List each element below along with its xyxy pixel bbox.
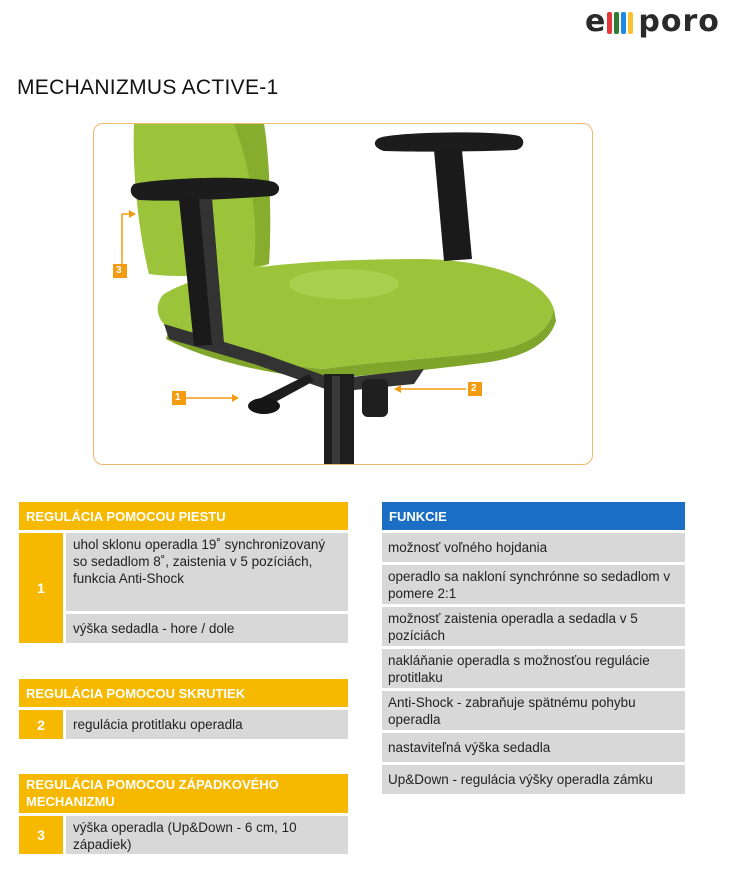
skrutiek-header: REGULÁCIA POMOCOU SKRUTIEK <box>19 679 348 707</box>
zapadka-header: REGULÁCIA POMOCOU ZÁPADKOVÉHO MECHANIZMU <box>19 774 348 813</box>
logo-text-left: e <box>585 4 607 39</box>
callout-1: 1 <box>175 392 181 403</box>
funkcie-item: Anti-Shock - zabraňuje spätnému pohybu operadla <box>382 691 685 730</box>
zapadka-number: 3 <box>19 816 63 854</box>
callout-2: 2 <box>471 383 477 394</box>
piest-row-1: uhol sklonu operadla 19˚ synchronizovaný so sedadlom 8˚, zaistenia v 5 pozíciách, funkcia Anti-Shock <box>66 533 348 611</box>
chair-photo <box>93 123 593 465</box>
piest-row-2: výška sedadla - hore / dole <box>66 614 348 643</box>
piest-header: REGULÁCIA POMOCOU PIESTU <box>19 502 348 530</box>
skrutiek-row-1: regulácia protitlaku operadla <box>66 710 348 739</box>
zapadka-row-1: výška operadla (Up&Down - 6 cm, 10 západiek) <box>66 816 348 854</box>
funkcie-item: nastaviteľná výška sedadla <box>382 733 685 762</box>
logo-stripes-icon <box>606 8 638 34</box>
callout-3: 3 <box>116 265 122 276</box>
funkcie-item: Up&Down - regulácia výšky operadla zámku <box>382 765 685 794</box>
funkcie-item: možnosť zaistenia operadla a sedadla v 5 pozíciách <box>382 607 685 646</box>
logo-text-right: poro <box>638 4 720 39</box>
page-title: MECHANIZMUS ACTIVE-1 <box>17 76 279 99</box>
piest-number: 1 <box>19 533 63 643</box>
emporo-logo[interactable] <box>585 4 720 39</box>
skrutiek-number: 2 <box>19 710 63 739</box>
funkcie-item: operadlo sa nakloní synchrónne so sedadlom v pomere 2:1 <box>382 565 685 604</box>
funkcie-item: nakláňanie operadla s možnosťou regulácie protitlaku <box>382 649 685 688</box>
funkcie-item: možnosť voľného hojdania <box>382 533 685 562</box>
funkcie-header: FUNKCIE <box>382 502 685 530</box>
